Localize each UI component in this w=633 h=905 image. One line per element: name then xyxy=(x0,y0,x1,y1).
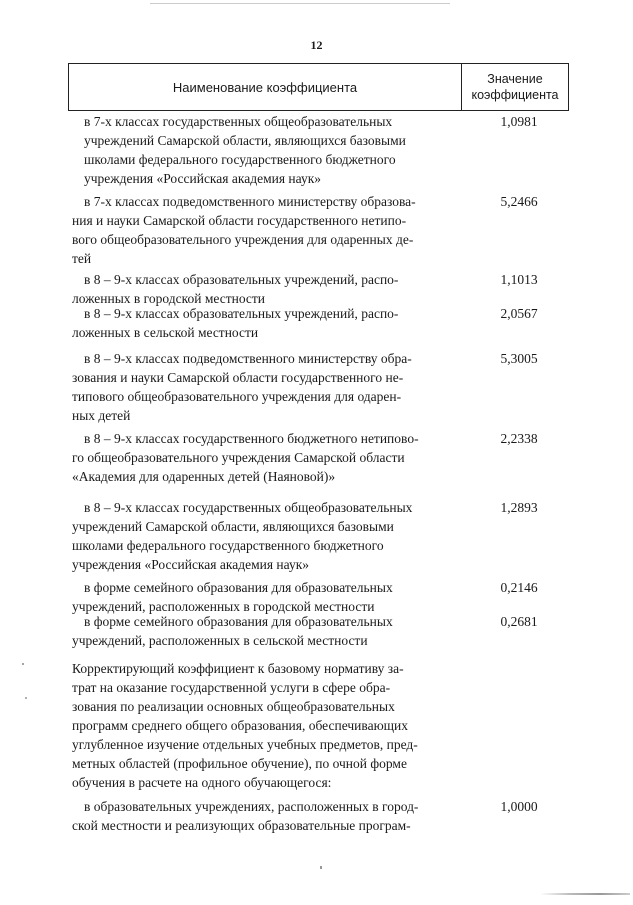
description-line: ложенных в городской местности xyxy=(72,291,266,306)
coefficient-description xyxy=(72,192,458,268)
coefficient-value: 1,0000 xyxy=(500,799,538,814)
coefficient-value: 1,1013 xyxy=(500,272,538,287)
description-line: в 8 – 9-х классах образовательных учреждений, распо- xyxy=(84,272,399,287)
description-line: в 8 – 9-х классах государственного бюджетного нетипово- xyxy=(84,431,419,446)
header-coefficient-name: Наименование коэффициента xyxy=(69,64,462,110)
coefficient-description xyxy=(72,612,458,650)
description-line: школами федерального государственного бюджетного xyxy=(84,152,396,167)
coefficient-description xyxy=(72,498,458,574)
description-line: учреждений, расположенных в сельской местности xyxy=(72,633,368,648)
description-line: типового общеобразовательного учреждения для одарен- xyxy=(72,389,402,404)
header-coefficient-value xyxy=(462,64,568,110)
scan-artifact xyxy=(25,697,27,699)
description-line: учреждений, расположенных в городской местности xyxy=(72,599,375,614)
description-line: в форме семейного образования для образовательных xyxy=(84,580,393,595)
scan-artifact xyxy=(540,893,630,895)
description-line: учреждения «Российская академия наук» xyxy=(84,171,322,186)
description-line: обучения в расчете на одного обучающегося: xyxy=(72,775,332,790)
scan-artifact xyxy=(22,663,24,665)
coefficient-value: 0,2681 xyxy=(500,614,538,629)
description-line: метных областей (профильное обучение), по очной форме xyxy=(72,756,407,771)
description-line: Корректирующий коэффициент к базовому нормативу за- xyxy=(72,661,404,676)
description-line: в 8 – 9-х классах государственных общеобразовательных xyxy=(84,500,413,515)
description-line: трат на оказание государственной услуги в сфере обра- xyxy=(72,680,391,695)
description-line: тей xyxy=(72,251,92,266)
coefficient-value: 1,2893 xyxy=(500,500,538,515)
coefficient-value: 5,3005 xyxy=(500,351,538,366)
scan-artifact xyxy=(320,866,322,869)
description-line: в 7-х классах государственных общеобразовательных xyxy=(84,114,393,129)
coefficient-description xyxy=(72,270,458,308)
description-line: зования и науки Самарской области государственного не- xyxy=(72,370,404,385)
description-line: ния и науки Самарской области государственного нетипо- xyxy=(72,213,407,228)
coefficient-description xyxy=(72,429,458,486)
description-line: зования по реализации основных общеобразовательных xyxy=(72,699,395,714)
description-line: ных детей xyxy=(72,408,131,423)
scan-artifact xyxy=(150,3,450,4)
coefficient-description xyxy=(72,304,458,342)
description-line: школами федерального государственного бюджетного xyxy=(72,538,384,553)
coefficient-description xyxy=(72,349,458,425)
description-line: в 8 – 9-х классах образовательных учреждений, распо- xyxy=(84,306,399,321)
coefficient-value: 0,2146 xyxy=(500,580,538,595)
description-line: учреждения «Российская академия наук» xyxy=(72,557,310,572)
page-number: 12 xyxy=(310,38,323,52)
description-line: вого общеобразовательного учреждения для одаренных де- xyxy=(72,232,414,247)
coefficient-section-heading xyxy=(72,659,458,792)
description-line: ской местности и реализующих образовательные програм- xyxy=(72,818,411,833)
coefficient-description xyxy=(72,578,458,616)
description-line: в форме семейного образования для образовательных xyxy=(84,614,393,629)
coefficient-description xyxy=(72,112,458,188)
coefficient-value: 5,2466 xyxy=(500,194,538,209)
description-line: ложенных в сельской местности xyxy=(72,325,259,340)
coefficient-value: 2,2338 xyxy=(500,431,538,446)
coefficient-description xyxy=(72,797,458,835)
description-line: «Академия для одаренных детей (Наяновой)» xyxy=(72,469,336,484)
description-line: программ среднего общего образования, обеспечивающих xyxy=(72,718,409,733)
coefficient-value: 1,0981 xyxy=(500,114,538,129)
description-line: в 7-х классах подведомственного министерству образова- xyxy=(84,194,416,209)
description-line: го общеобразовательного учреждения Самарской области xyxy=(72,450,405,465)
coefficient-value: 2,0567 xyxy=(500,306,538,321)
description-line: в образовательных учреждениях, расположенных в город- xyxy=(84,799,419,814)
description-line: учреждений Самарской области, являющихся базовыми xyxy=(72,519,394,534)
description-line: в 8 – 9-х классах подведомственного министерству обра- xyxy=(84,351,412,366)
description-line: углубленное изучение отдельных учебных предметов, пред- xyxy=(72,737,418,752)
description-line: учреждений Самарской области, являющихся базовыми xyxy=(84,133,406,148)
header-value-line-2: коэффициента xyxy=(471,88,559,102)
table-header xyxy=(68,63,569,111)
header-value-line-1: Значение xyxy=(487,72,543,86)
